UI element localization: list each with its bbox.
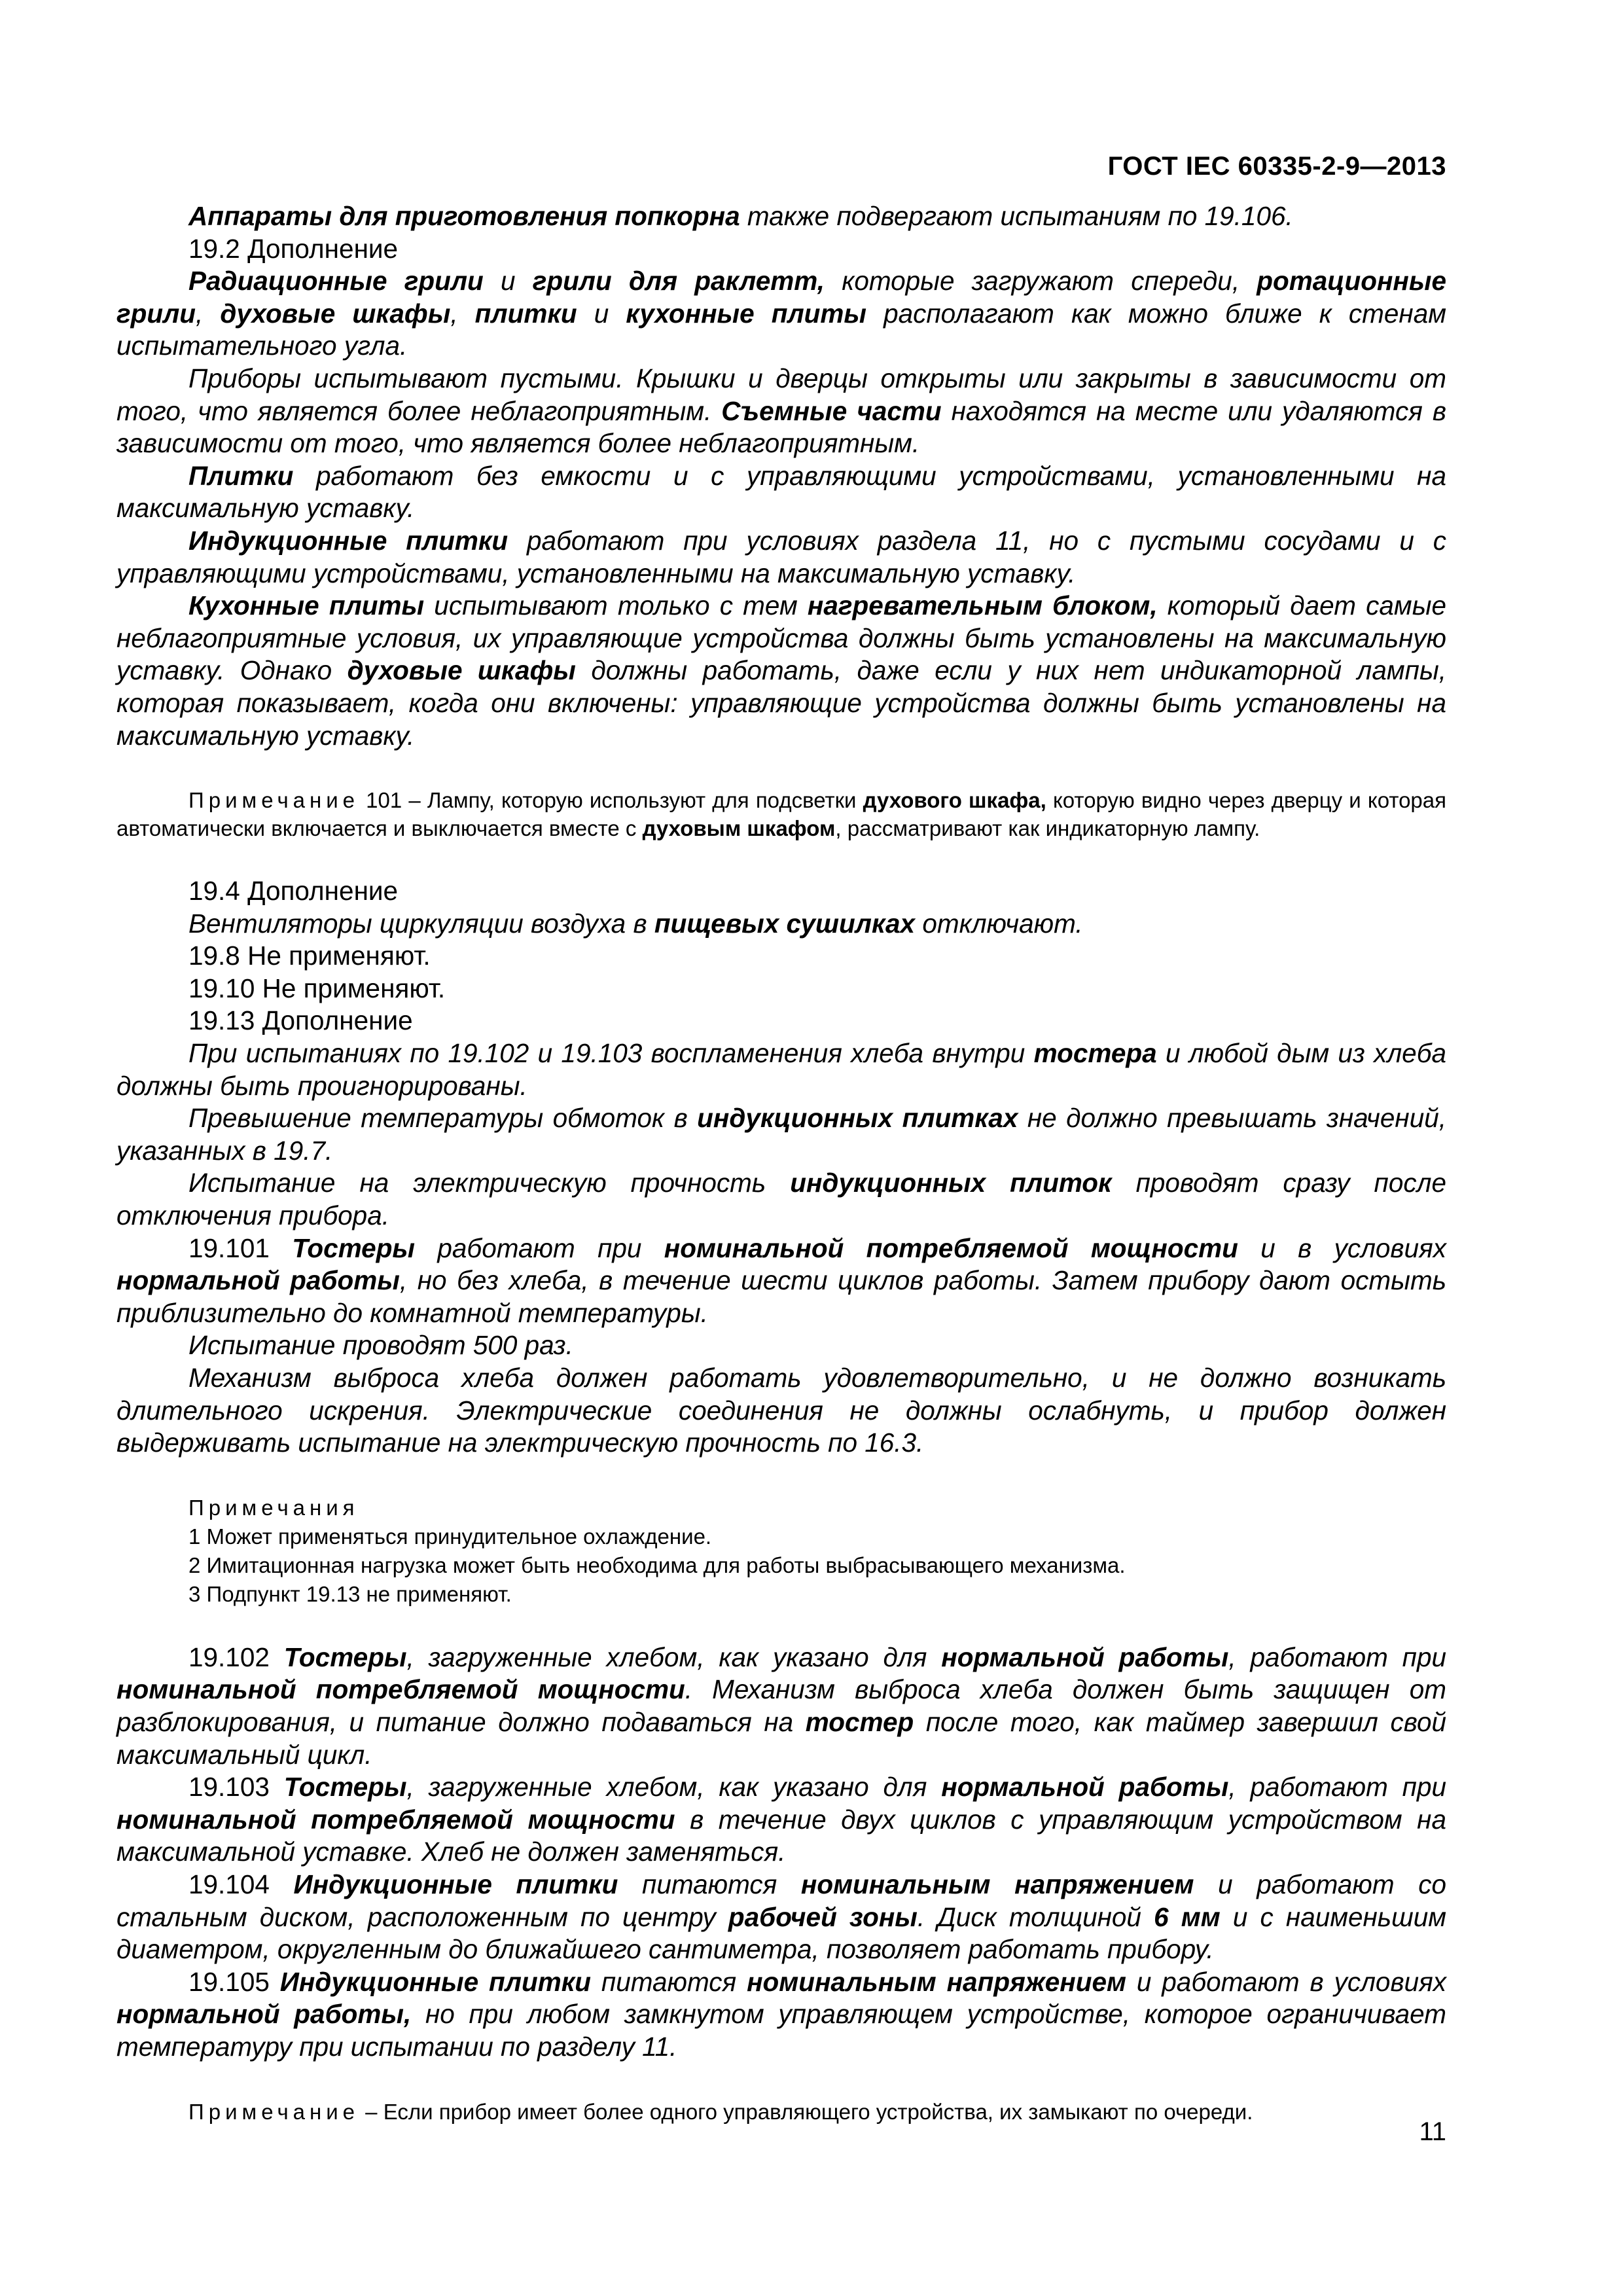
text: питаются	[618, 1869, 801, 1899]
text: 19.13 Дополнение	[188, 1005, 413, 1036]
text: которые загружают спереди,	[824, 266, 1257, 296]
text: и	[483, 266, 533, 296]
paragraph-grills	[116, 265, 1446, 363]
text: и работают в условиях	[1126, 1966, 1447, 1997]
term: духовые шкафы	[220, 298, 451, 329]
clause-heading	[116, 940, 1446, 973]
text: также подвергают испытаниям по 19.106.	[740, 201, 1293, 231]
term: индукционных плиток	[790, 1168, 1112, 1198]
term: духового шкафа,	[863, 788, 1046, 813]
clause-number: 19.102	[188, 1641, 284, 1672]
clause-heading	[116, 875, 1446, 908]
paragraph-popcorn	[116, 200, 1446, 233]
term: пищевых сушилках	[654, 908, 916, 939]
text: испытывают только с тем	[424, 590, 808, 621]
term: Тостеры	[292, 1232, 416, 1263]
term: Индукционные плитки	[293, 1869, 618, 1899]
text: 19.8 Не применяют.	[188, 941, 431, 971]
note-label: Примечание	[188, 2099, 360, 2124]
text: после того, как таймер завершил свой максимальный цикл.	[116, 1706, 1446, 1770]
term: плитки	[474, 298, 577, 329]
text: , работают при	[1228, 1772, 1446, 1803]
text: . Диск толщиной	[917, 1901, 1154, 1932]
paragraph-500-times	[116, 1329, 1446, 1362]
text: 19.4 Дополнение	[188, 876, 399, 906]
paragraph-mechanism	[116, 1362, 1446, 1460]
note-item: 3 Подпункт 19.13 не применяют.	[188, 1581, 512, 1606]
term: Радиационные грили	[188, 266, 484, 296]
text: отключают.	[915, 908, 1083, 939]
clause-number: 19.103	[188, 1772, 284, 1803]
term: Кухонные плиты	[188, 590, 425, 621]
term: ротационные грили	[116, 266, 1446, 329]
term: Съемные части	[721, 395, 942, 426]
text: и работают со стальным диском, расположенным по центру	[116, 1869, 1446, 1932]
term: духовым шкафом	[642, 816, 836, 841]
text: Механизм выброса хлеба должен работать удовлетворительно, и не должно возникать длительного искрения. Электрические соединения не должны ослабнуть, и прибор должен выдерживать испытание на электрическую прочность по 16.3.	[116, 1363, 1446, 1458]
text: , но без хлеба, в течение шести циклов работы. Затем прибору дают остыть приблизительно до комнатной температуры.	[116, 1265, 1446, 1328]
term: тостер	[805, 1706, 914, 1737]
term: номинальным напряжением	[800, 1869, 1194, 1899]
text: и	[577, 298, 626, 329]
text: , загруженные хлебом, как указано для	[406, 1772, 942, 1803]
paragraph-cookers	[116, 590, 1446, 752]
term: нормальной работы,	[116, 1999, 412, 2030]
text: и с наименьшим диаметром, округленным до ближайшего сантиметра, позволяет работать прибору.	[116, 1901, 1447, 1965]
clause-19-103	[116, 1771, 1446, 1869]
note-item: 2 Имитационная нагрузка может быть необходима для работы выбрасывающего механизма.	[188, 1552, 1126, 1577]
text: , загруженные хлебом, как указано для	[406, 1641, 942, 1672]
term: Плитки	[188, 460, 294, 491]
note-101	[116, 786, 1446, 842]
term: тостера	[1033, 1038, 1157, 1069]
note-final	[116, 2098, 1446, 2126]
term: грили для раклетт,	[532, 266, 825, 296]
clause-number: 19.104	[188, 1869, 294, 1899]
text: работают при	[415, 1232, 664, 1263]
text: . Механизм выброса хлеба должен быть защищен от разблокирования, и питание должно подаваться на	[116, 1674, 1447, 1737]
term: кухонные плиты	[626, 298, 866, 329]
text: проводят сразу после отключения прибора.	[116, 1168, 1446, 1231]
term: нормальной работы	[116, 1265, 400, 1296]
text: и любой дым из хлеба должны быть проигнорированы.	[116, 1038, 1446, 1101]
paragraph-empty-test	[116, 363, 1446, 460]
clause-number: 19.101	[188, 1232, 293, 1263]
note-label: Примечание	[188, 788, 360, 813]
text: и в условиях	[1238, 1232, 1446, 1263]
body-text	[116, 200, 1446, 2126]
term: Аппараты для приготовления попкорна	[188, 201, 740, 231]
clause-19-105	[116, 1966, 1446, 2064]
text: находятся на месте или удаляются в зависимости от того, что является более неблагоприятным.	[116, 395, 1446, 459]
note-item: 1 Может применяться принудительное охлаждение.	[188, 1524, 712, 1549]
paragraph-electric-strength	[116, 1167, 1446, 1232]
term: номинальной потребляемой мощности	[116, 1804, 675, 1835]
paragraph-induction	[116, 525, 1446, 590]
term: нормальной работы	[941, 1772, 1229, 1803]
text: Испытание на электрическую прочность	[188, 1168, 791, 1198]
term: духовые шкафы	[347, 655, 576, 686]
paragraph-hobs	[116, 460, 1446, 525]
term: рабочей зоны	[728, 1901, 918, 1932]
standard-header: ГОСТ IEC 60335-2-9—2013	[1107, 152, 1446, 181]
text: которую видно через дверцу и которая автоматически включается и выключается вместе с	[116, 788, 1446, 841]
term: номинальной потребляемой мощности	[116, 1674, 685, 1705]
term: нормальной работы	[941, 1641, 1229, 1672]
term: 6 мм	[1154, 1901, 1221, 1932]
clause-19-101	[116, 1232, 1446, 1330]
clause-number: 19.105	[188, 1966, 280, 1997]
text: Приборы испытывают пустыми. Крышки и дверцы открыты или закрыты в зависимости от того, что является более неблагоприятным.	[116, 363, 1446, 426]
term: Тостеры	[283, 1641, 407, 1672]
text: 19.10 Не применяют.	[188, 973, 446, 1003]
text: располагают как можно ближе к стенам испытательного угла.	[116, 298, 1446, 361]
term: номинальной потребляемой мощности	[664, 1232, 1238, 1263]
term: индукционных плитках	[697, 1103, 1018, 1134]
text: Превышение температуры обмоток в	[188, 1103, 698, 1134]
text: должны работать, даже если у них нет индикаторной лампы, которая показывает, когда они включены: управляющие устройства должны быть установлены на максимальную уставку.	[116, 655, 1447, 751]
paragraph-fans	[116, 908, 1446, 941]
notes-label	[116, 1494, 1446, 1522]
text: , работают при	[1228, 1641, 1446, 1672]
term: Индукционные плитки	[279, 1966, 591, 1997]
paragraph-windings	[116, 1102, 1446, 1167]
clause-heading	[116, 233, 1446, 266]
text: , рассматривают как индикаторную лампу.	[835, 816, 1260, 841]
text: Вентиляторы циркуляции воздуха в	[188, 908, 654, 939]
text: ,	[196, 298, 221, 329]
term: нагревательным блоком,	[807, 590, 1158, 621]
page-number: 11	[1419, 2117, 1446, 2146]
text: – Если прибор имеет более одного управляющего устройства, их замыкают по очереди.	[359, 2099, 1253, 2124]
note-label: Примечания	[188, 1495, 359, 1520]
text: в течение двух циклов с управляющим устройством на максимальной уставке. Хлеб не должен заменяться.	[116, 1804, 1446, 1867]
text: При испытаниях по 19.102 и 19.103 воспламенения хлеба внутри	[188, 1038, 1034, 1069]
text: 19.2 Дополнение	[188, 233, 399, 264]
text: работают при условиях раздела 11, но с пустыми сосудами и с управляющими устройствами, установленными на максимальную уставку.	[116, 525, 1446, 588]
text: работают без емкости и с управляющими устройствами, установленными на максимальную уставку.	[116, 460, 1446, 524]
text: питаются	[591, 1966, 747, 1997]
text: Испытание проводят 500 раз.	[188, 1330, 573, 1361]
clause-19-104	[116, 1869, 1446, 1966]
text: который дает самые неблагоприятные условия, их управляющие устройства должны быть установлены на максимальную уставку. Однако	[116, 590, 1447, 686]
clause-heading	[116, 973, 1446, 1005]
clause-heading	[116, 1005, 1446, 1037]
text: но при любом замкнутом управляющем устройстве, которое ограничивает температуру при испытании по разделу 11.	[116, 1999, 1446, 2062]
clause-19-102	[116, 1641, 1446, 1771]
text: ,	[450, 298, 475, 329]
term: Индукционные плитки	[188, 525, 508, 556]
text: 101 – Лампу, которую используют для подсветки	[359, 788, 863, 813]
term: номинальным напряжением	[747, 1966, 1126, 1997]
paragraph-bread-ignition	[116, 1037, 1446, 1102]
text: не должно превышать значений, указанных в 19.7.	[116, 1103, 1446, 1166]
term: Тостеры	[283, 1772, 407, 1803]
